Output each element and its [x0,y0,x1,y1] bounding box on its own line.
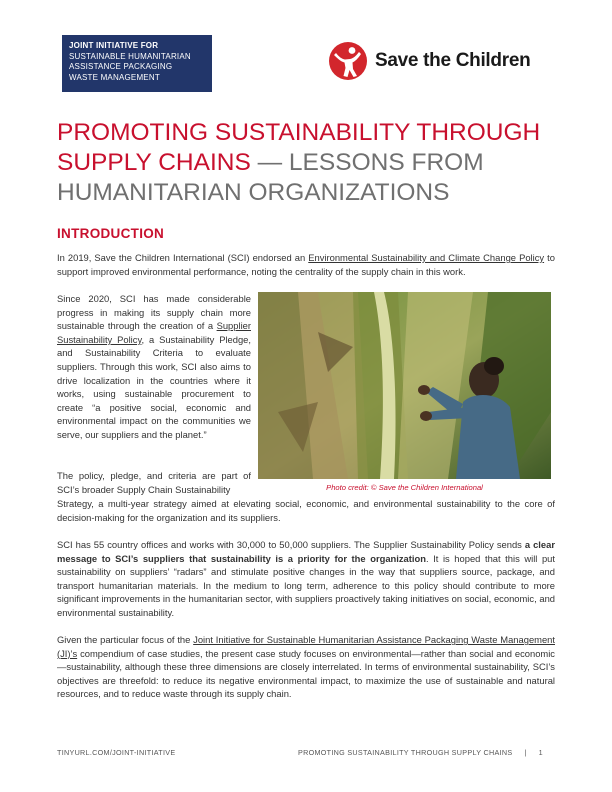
footer-title: PROMOTING SUSTAINABILITY THROUGH SUPPLY CHAINS [298,748,513,757]
paragraph-strategy-start: The policy, pledge, and criteria are part of SCI’s broader Supply Chain Sustainability [57,470,251,495]
link-supplier-sustainability-policy[interactable]: Supplier Sustainability Policy [57,320,251,345]
paragraph-suppliers-text-end: . It is hoped that this will put sustainability on suppliers’ “radars” and stimulate positive changes in the way that suppliers source, package, and transport humanitarian materials. In the medium to long term, adherence to this policy should contribute to more significant improvements in the humanitarian sector, with suppliers proactively taking initiatives on social, economic, and environmental sustainability. [57,552,556,618]
link-joint-initiative[interactable]: Joint Initiative for Sustainable Humanitarian Assistance Packaging Waste Management (JI)’s [57,634,555,659]
page-title [57,118,567,208]
photo-woman-banana-plant [258,292,551,479]
paragraph-progress-text-end: , a Sustainability Pledge, and Sustainability Criteria to evaluate suppliers. Through this work, SCI also aims to drive localization in the countries where it works, using sustainable procurement to create “a positive social, economic and environmental impact on the communities we serve, our suppliers and the planet.” [57,333,251,440]
paragraph-intro [57,251,555,278]
link-environmental-policy[interactable]: Environmental Sustainability and Climate Change Policy [308,252,545,263]
footer-url[interactable]: TINYURL.COM/JOINT-INITIATIVE [57,748,176,757]
paragraph-intro-text-end: to support improved environmental performance, noting the centrality of the supply chain in this work. [57,252,555,277]
paragraph-focus [57,633,555,701]
paragraph-focus-text: Given the particular focus of the [57,634,194,645]
photo-caption: Photo credit: © Save the Children International [326,483,483,492]
save-the-children-wordmark: Save the Children [375,50,531,71]
save-the-children-logo [328,40,530,82]
page-number: 1 [538,748,543,757]
footer-running-title [298,748,543,757]
save-the-children-emblem-icon [328,41,368,81]
paragraph-progress [57,292,251,442]
paragraph-suppliers [57,538,555,620]
paragraph-suppliers-text: SCI has 55 country offices and works with 30,000 to 50,000 suppliers. The Supplier Sustainability Policy sends [57,539,525,550]
paragraph-suppliers-emphasis: a clear message to SCI’s suppliers that sustainability is a priority for the organization [57,539,555,564]
footer-separator: | [524,748,527,757]
section-heading-introduction: INTRODUCTION [57,226,165,241]
photo-image [258,292,551,479]
paragraph-strategy-end: Strategy, a multi-year strategy aimed at elevating social, economic, and environmental sustainability to the core of decision-making for the organization and its suppliers. [57,498,555,523]
paragraph-focus-text-end: compendium of case studies, the present case study focuses on environmental—rather than social and economic—sustainability, although these three dimensions are closely interrelated. In terms of environmental sustainability, SCI’s objectives are threefold: to reduce its negative environmental impact, to maximize the use of sustainable and natural resources, and to reduce waste through its supply chain. [57,647,555,700]
title-accent: PROMOTING SUSTAINABILITY THROUGH SUPPLY CHAINS [57,119,541,176]
ji-logo-line2: SUSTAINABLE HUMANITARIAN [69,51,191,61]
paragraph-progress-text: Since 2020, SCI has made considerable progress in making its supply chain more sustainable through the creation of a [57,293,251,332]
title-rest: — LESSONS FROM HUMANITARIAN ORGANIZATIONS [57,149,484,206]
paragraph-intro-text: In 2019, Save the Children International (SCI) endorsed an [57,252,309,263]
ji-logo-line4: WASTE MANAGEMENT [69,72,160,82]
ji-logo-line1: JOINT INITIATIVE FOR [69,41,159,50]
ji-logo-line3: ASSISTANCE PACKAGING [69,62,173,71]
joint-initiative-logo [62,35,212,92]
